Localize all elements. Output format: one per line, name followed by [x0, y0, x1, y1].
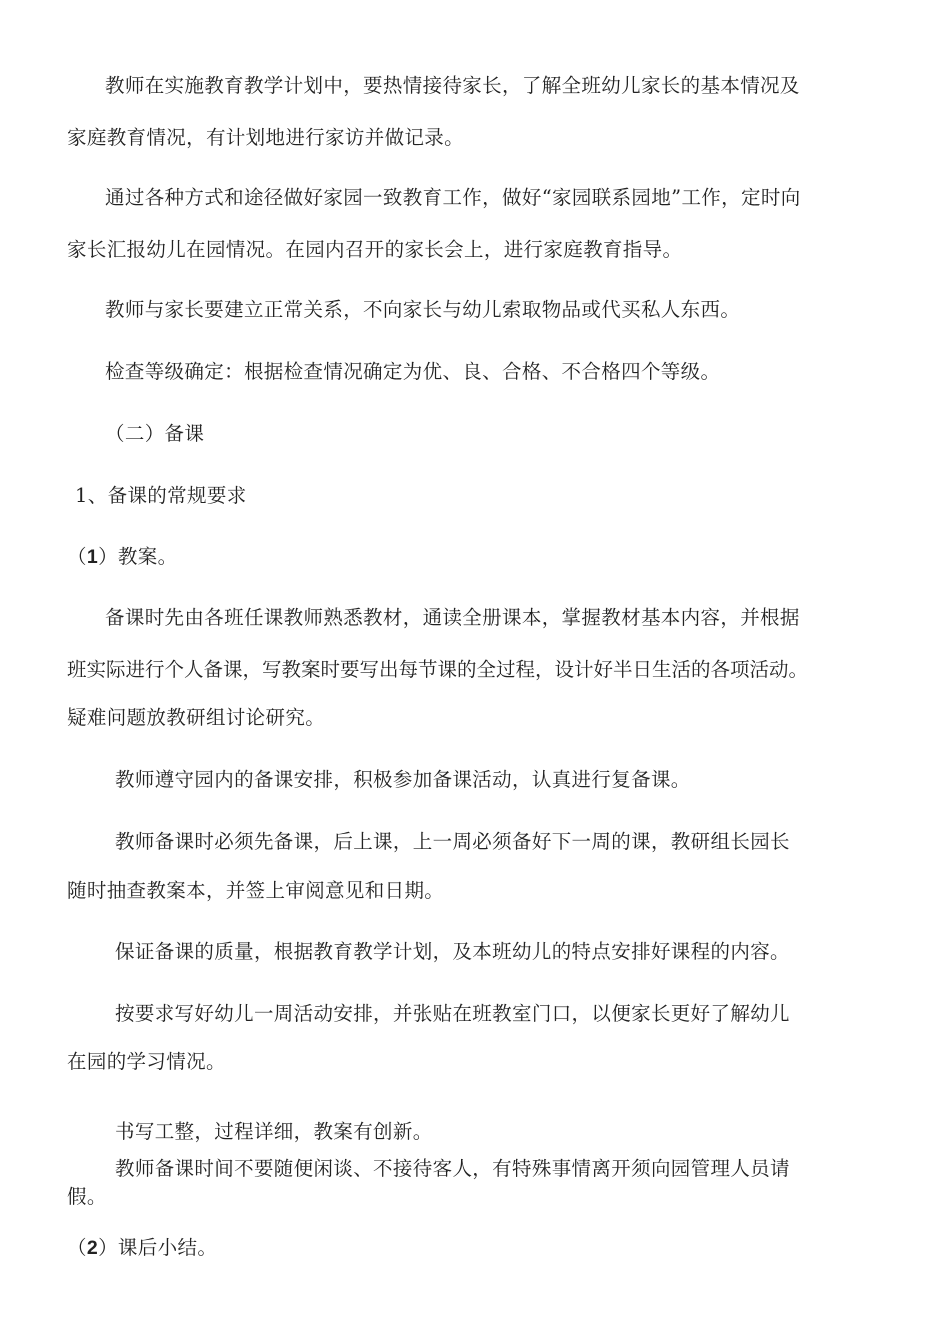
paragraph-3-line-1: 教师与家长要建立正常关系，不向家长与幼儿索取物品或代买私人东西。	[105, 298, 741, 321]
sub-heading-number: 2	[86, 1237, 99, 1259]
paragraph-5-line-2: 班实际进行个人备课，写教案时要写出每节课的全过程，设计好半日生活的各项活动。	[67, 658, 809, 681]
sub-heading-lesson-plan	[67, 545, 177, 569]
paragraph-7-line-1: 教师备课时必须先备课，后上课，上一周必须备好下一周的课，教研组长园长	[115, 830, 790, 853]
sub-heading-open-paren: （	[67, 545, 87, 568]
sub-heading-open-paren: （	[67, 1236, 87, 1259]
paragraph-11-line-2: 假。	[67, 1185, 107, 1208]
paragraph-2-line-1: 通过各种方式和途径做好家园一致教育工作，做好“家园联系园地”工作，定时向	[105, 186, 801, 209]
section-heading-prep: （二）备课	[105, 422, 205, 445]
paragraph-1-line-2: 家庭教育情况，有计划地进行家访并做记录。	[67, 126, 465, 149]
sub-heading-text: ）教案。	[98, 545, 178, 568]
paragraph-2-line-2: 家长汇报幼儿在园情况。在园内召开的家长会上，进行家庭教育指导。	[67, 238, 683, 261]
sub-heading-after-class-summary	[67, 1236, 217, 1260]
paragraph-8-line-1: 保证备课的质量，根据教育教学计划，及本班幼儿的特点安排好课程的内容。	[115, 940, 790, 963]
paragraph-11-line-1: 教师备课时间不要随便闲谈、不接待客人，有特殊事情离开须向园管理人员请	[115, 1157, 790, 1180]
paragraph-5-line-3: 疑难问题放教研组讨论研究。	[67, 706, 326, 729]
paragraph-6-line-1: 教师遵守园内的备课安排，积极参加备课活动，认真进行复备课。	[115, 768, 691, 791]
paragraph-1-line-1: 教师在实施教育教学计划中，要热情接待家长，了解全班幼儿家长的基本情况及	[105, 74, 800, 97]
item-heading-routine-requirements: 1、备课的常规要求	[75, 484, 247, 507]
sub-heading-number: 1	[86, 546, 99, 568]
paragraph-9-line-1: 按要求写好幼儿一周活动安排，并张贴在班教室门口，以便家长更好了解幼儿	[115, 1002, 790, 1025]
paragraph-10-line-1: 书写工整，过程详细，教案有创新。	[115, 1120, 433, 1143]
paragraph-7-line-2: 随时抽查教案本，并签上审阅意见和日期。	[67, 879, 445, 902]
paragraph-4-line-1: 检查等级确定：根据检查情况确定为优、良、合格、不合格四个等级。	[105, 360, 721, 383]
sub-heading-text: ）课后小结。	[98, 1236, 218, 1259]
paragraph-9-line-2: 在园的学习情况。	[67, 1050, 226, 1073]
paragraph-5-line-1: 备课时先由各班任课教师熟悉教材，通读全册课本，掌握教材基本内容，并根据	[105, 606, 800, 629]
